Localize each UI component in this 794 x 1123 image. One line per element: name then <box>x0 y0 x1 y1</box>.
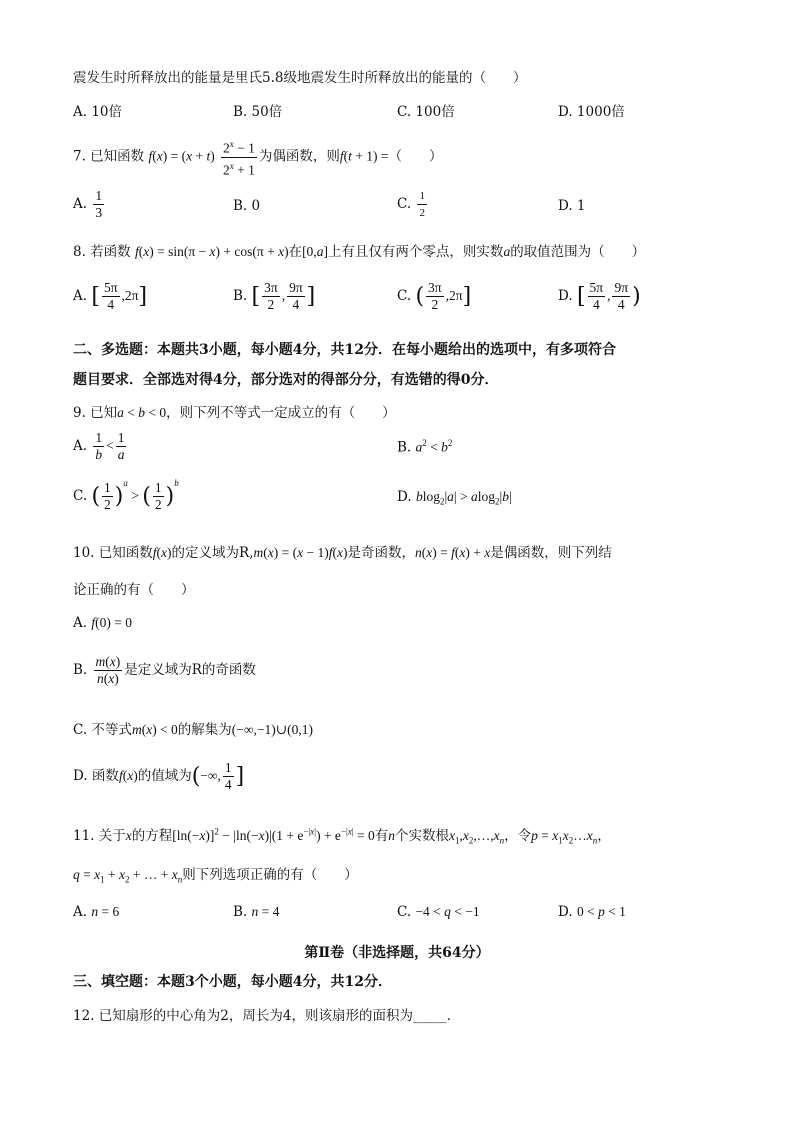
q7-option-c: C. $\frac{1}{2}$ <box>397 190 425 219</box>
q10-option-b: B. $\frac{m(x)}{n(x)}$ 是定义域为R的奇函数 <box>73 654 256 686</box>
q12-stem: 12. 已知扇形的中心角为2，周长为4，则该扇形的面积为_____． <box>73 1008 461 1024</box>
q9-option-d: D. blog$_2$|a| > alog$_2$|b| <box>397 489 512 507</box>
q10-option-d: D. 函数f(x)的值域为(−∞, $\frac{1}{4}$ ] <box>73 760 245 792</box>
q8-option-d: D. [ $\frac{5\pi}{4}$ , $\frac{9\pi}{4}$ ) <box>558 280 641 312</box>
q8-stem: 8. 若函数 f(x) = sin(π − x) + cos(π + x)在[0,a]上有且仅有两个零点，则实数a的取值范围为（ ） <box>73 244 646 260</box>
q8-option-a: A. [ $\frac{5\pi}{4}$ ,2π] <box>73 280 148 312</box>
q10-stem-cont: 论正确的有（ ） <box>73 582 195 598</box>
q11-option-b: B. n = 4 <box>233 904 280 920</box>
section-2-heading: 二、多选题：本题共3小题，每小题4分，共12分．在每小题给出的选项中，有多项符合 <box>73 342 616 358</box>
q10-option-a: A. f(0) = 0 <box>73 615 132 631</box>
q6-option-d: D. 1000倍 <box>558 104 625 120</box>
q10-stem: 10. 已知函数f(x)的定义域为R,m(x) = (x − 1)f(x)是奇函数，n(x) = f(x) + x是偶函数，则下列结 <box>73 545 612 561</box>
q8-option-b: B. [ $\frac{3\pi}{2}$ , $\frac{9\pi}{4}$ ] <box>233 280 316 312</box>
q6-stem: 震发生时所释放出的能量是里氏5.8级地震发生时所释放出的能量的（ ） <box>73 70 527 86</box>
q9-option-a: A. $\frac{1}{b}$ < $\frac{1}{a}$ <box>73 430 125 462</box>
section-2-heading-cont: 题目要求．全部选对得4分，部分选对的得部分分，有选错的得0分． <box>73 372 499 388</box>
q7-stem: 7. 已知函数 f(x) = (x + t) $\frac{2^x - 1}{2^x + 1}$ 为偶函数，则f(t + 1) =（ ） <box>73 136 443 178</box>
q6-option-a: A. 10倍 <box>73 104 123 120</box>
q11-option-d: D. 0 < p < 1 <box>558 904 626 920</box>
q6-option-c: C. 100倍 <box>397 104 455 120</box>
q7-option-d: D. 1 <box>558 198 586 214</box>
section-3-heading: 三、填空题：本题3个小题，每小题4分，共12分． <box>73 974 392 990</box>
q10-option-c: C. 不等式m(x) < 0的解集为(−∞,−1)∪(0,1) <box>73 722 313 738</box>
q11-stem: 11. 关于x的方程$[\ln(-x)]^2 - |\ln(-x)|(1 + e^{-|x|}) + e^{-|x|} = 0$有n个实数根$x_1,x_2,\dots,x_n$，令$p = x_1x_2\dots x_n$， <box>73 826 611 846</box>
q8-option-c: C. ( $\frac{3\pi}{2}$ ,2π] <box>397 280 472 312</box>
q11-stem-cont: $q = x_1 + x_2$ + … + $x_n$则下列选项正确的有（ ） <box>73 867 358 885</box>
q7-option-a: A. $\frac{1}{3}$ <box>73 188 103 220</box>
q9-option-c: C. ( $\frac{1}{2}$ )$^a$ > ( $\frac{1}{2}$ )$^b$ <box>73 478 179 512</box>
q9-stem: 9. 已知a < b < 0，则下列不等式一定成立的有（ ） <box>73 405 396 421</box>
q7-option-b: B. 0 <box>233 198 261 214</box>
q9-option-b: B. $a^2 < b^2$ <box>397 438 453 456</box>
q6-option-b: B. 50倍 <box>233 104 283 120</box>
q11-option-c: C. −4 < q < −1 <box>397 904 480 920</box>
q11-option-a: A. n = 6 <box>73 904 120 920</box>
part-2-title: 第Ⅱ卷（非选择题，共64分） <box>304 945 490 961</box>
